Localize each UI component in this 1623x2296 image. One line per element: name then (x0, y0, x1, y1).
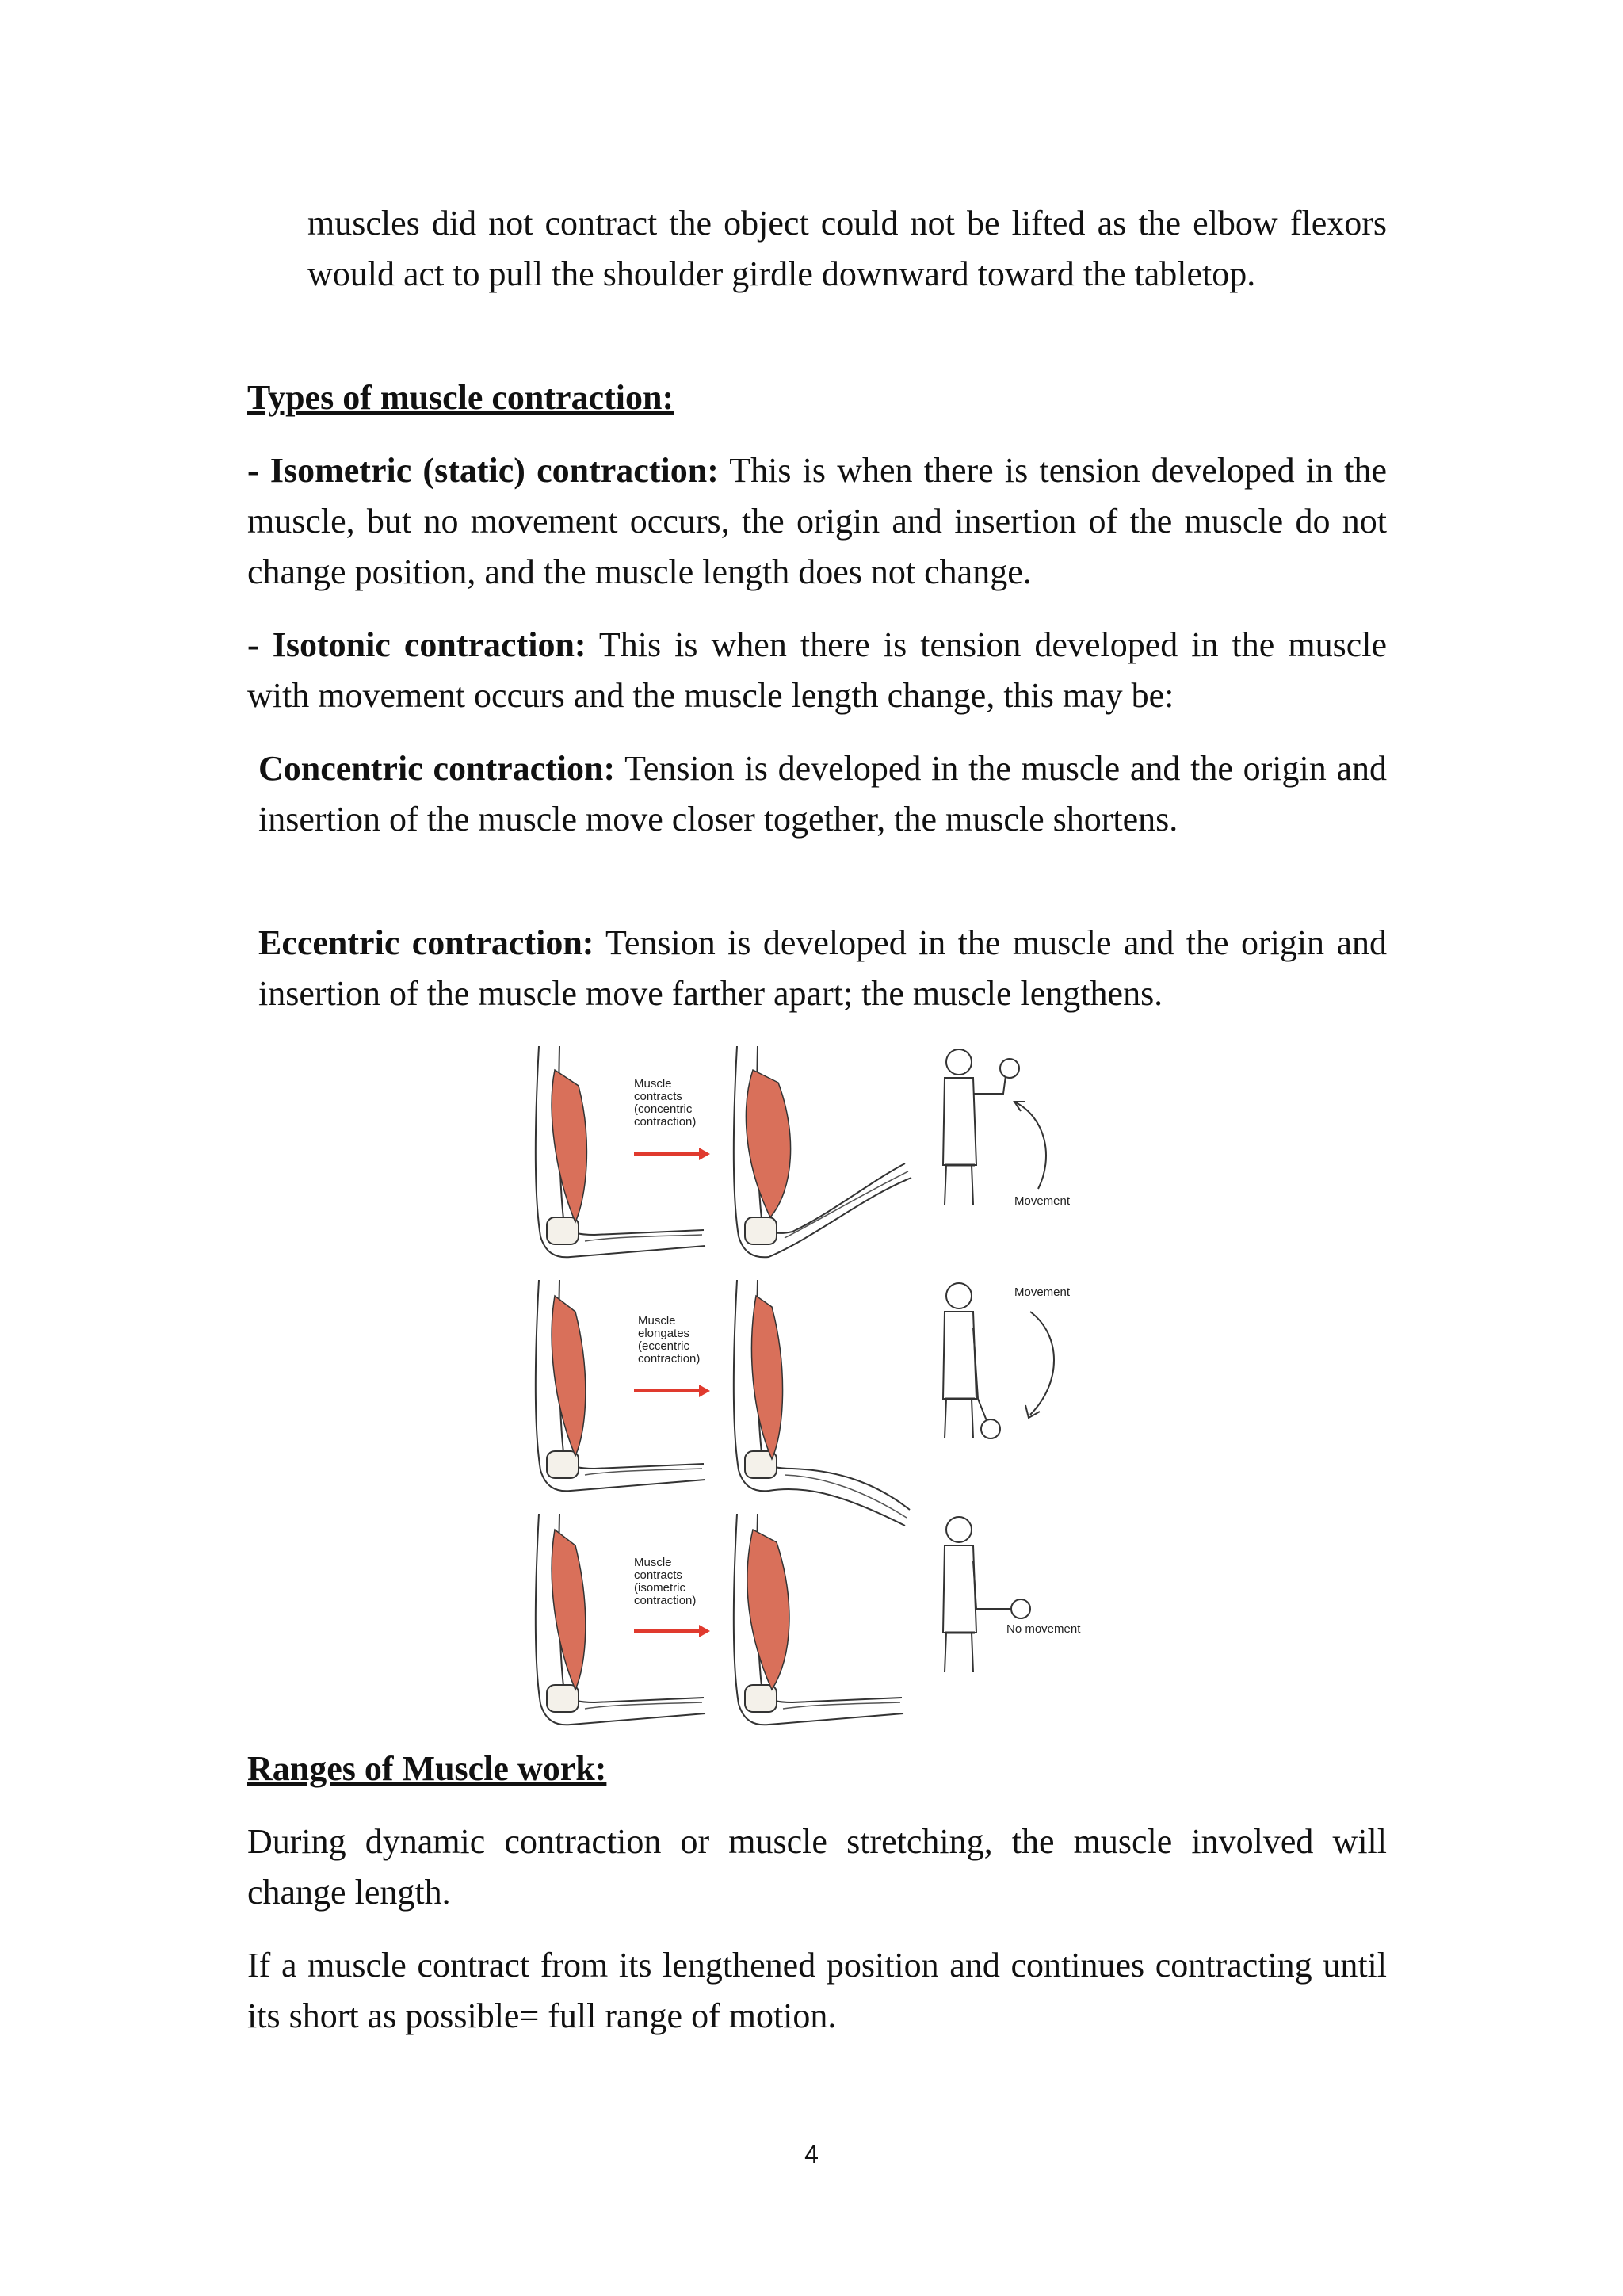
muscle-relaxed-icon (552, 1296, 586, 1456)
figure-row-isometric (536, 1514, 1081, 1725)
row3-movement-label: No movement (1006, 1622, 1081, 1636)
row1-label-3: (concentric (634, 1102, 693, 1116)
row2-label-2: elongates (638, 1327, 690, 1340)
row1-label-1: Muscle (634, 1077, 672, 1091)
muscle-contraction-figure (523, 1038, 1125, 1728)
types-heading-text: Types of muscle contraction: (247, 378, 674, 417)
muscle-isometric-icon (747, 1530, 789, 1690)
row3-label-2: contracts (634, 1568, 682, 1582)
muscle-elongated-icon (751, 1296, 782, 1459)
ranges-paragraph-2 (247, 1940, 1387, 2042)
isometric-paragraph (247, 445, 1387, 598)
ranges-p1-text: During dynamic contraction or muscle stretching, the muscle involved will change length. (247, 1822, 1387, 1912)
muscle-contracted-icon (746, 1070, 790, 1217)
muscle-relaxed-icon (552, 1070, 586, 1222)
row3-label-1: Muscle (634, 1556, 672, 1569)
ranges-p2-text: If a muscle contract from its lengthened position and continues contracting until its short as possible= full range of motion. (247, 1946, 1387, 2035)
row2-movement-label: Movement (1014, 1286, 1071, 1299)
ranges-paragraph-1 (247, 1817, 1387, 1918)
person-curl-down-icon (943, 1283, 1054, 1438)
page-number: 4 (804, 2140, 819, 2168)
eccentric-term: Eccentric contraction: (258, 923, 594, 962)
concentric-text: Tension is developed in the muscle and the origin and insertion of the muscle move closer together, the muscle shortens. (258, 749, 1387, 839)
figure-row-eccentric (536, 1280, 1071, 1526)
row3-label-4: contraction) (634, 1594, 697, 1607)
ranges-heading-text: Ranges of Muscle work: (247, 1749, 607, 1788)
concentric-paragraph (258, 743, 1387, 845)
figure-row-concentric (536, 1046, 1071, 1257)
isometric-text: This is when there is tension developed in the muscle, but no movement occurs, the origin and insertion of the muscle do not change position, and the muscle length does not change. (247, 451, 1387, 591)
row2-label-3: (eccentric (638, 1339, 690, 1353)
row2-label-4: contraction) (638, 1352, 701, 1366)
row3-label-3: (isometric (634, 1581, 686, 1595)
concentric-term: Concentric contraction: (258, 749, 616, 788)
intro-continuation: muscles did not contract the object could not be lifted as the elbow flexors would act to pull the shoulder girdle downward toward the tabletop. (307, 204, 1387, 293)
person-hold-icon (943, 1517, 1030, 1672)
row1-label-2: contracts (634, 1090, 682, 1103)
types-heading (247, 372, 1387, 423)
isotonic-text: This is when there is tension developed in the muscle with movement occurs and the muscle length change, this may be: (247, 625, 1387, 715)
eccentric-text: Tension is developed in the muscle and the origin and insertion of the muscle move farther apart; the muscle lengthens. (258, 923, 1387, 1013)
isometric-term: - Isometric (static) contraction: (247, 451, 719, 490)
isotonic-term: - Isotonic contraction: (247, 625, 586, 664)
row1-movement-label: Movement (1014, 1194, 1071, 1208)
muscle-relaxed-icon (552, 1530, 586, 1690)
row2-label-1: Muscle (638, 1314, 676, 1328)
person-curl-up-icon (943, 1049, 1046, 1205)
isotonic-paragraph (247, 620, 1387, 721)
eccentric-paragraph (258, 918, 1387, 1019)
ranges-heading (247, 1744, 1387, 1794)
row1-label-4: contraction) (634, 1115, 697, 1129)
